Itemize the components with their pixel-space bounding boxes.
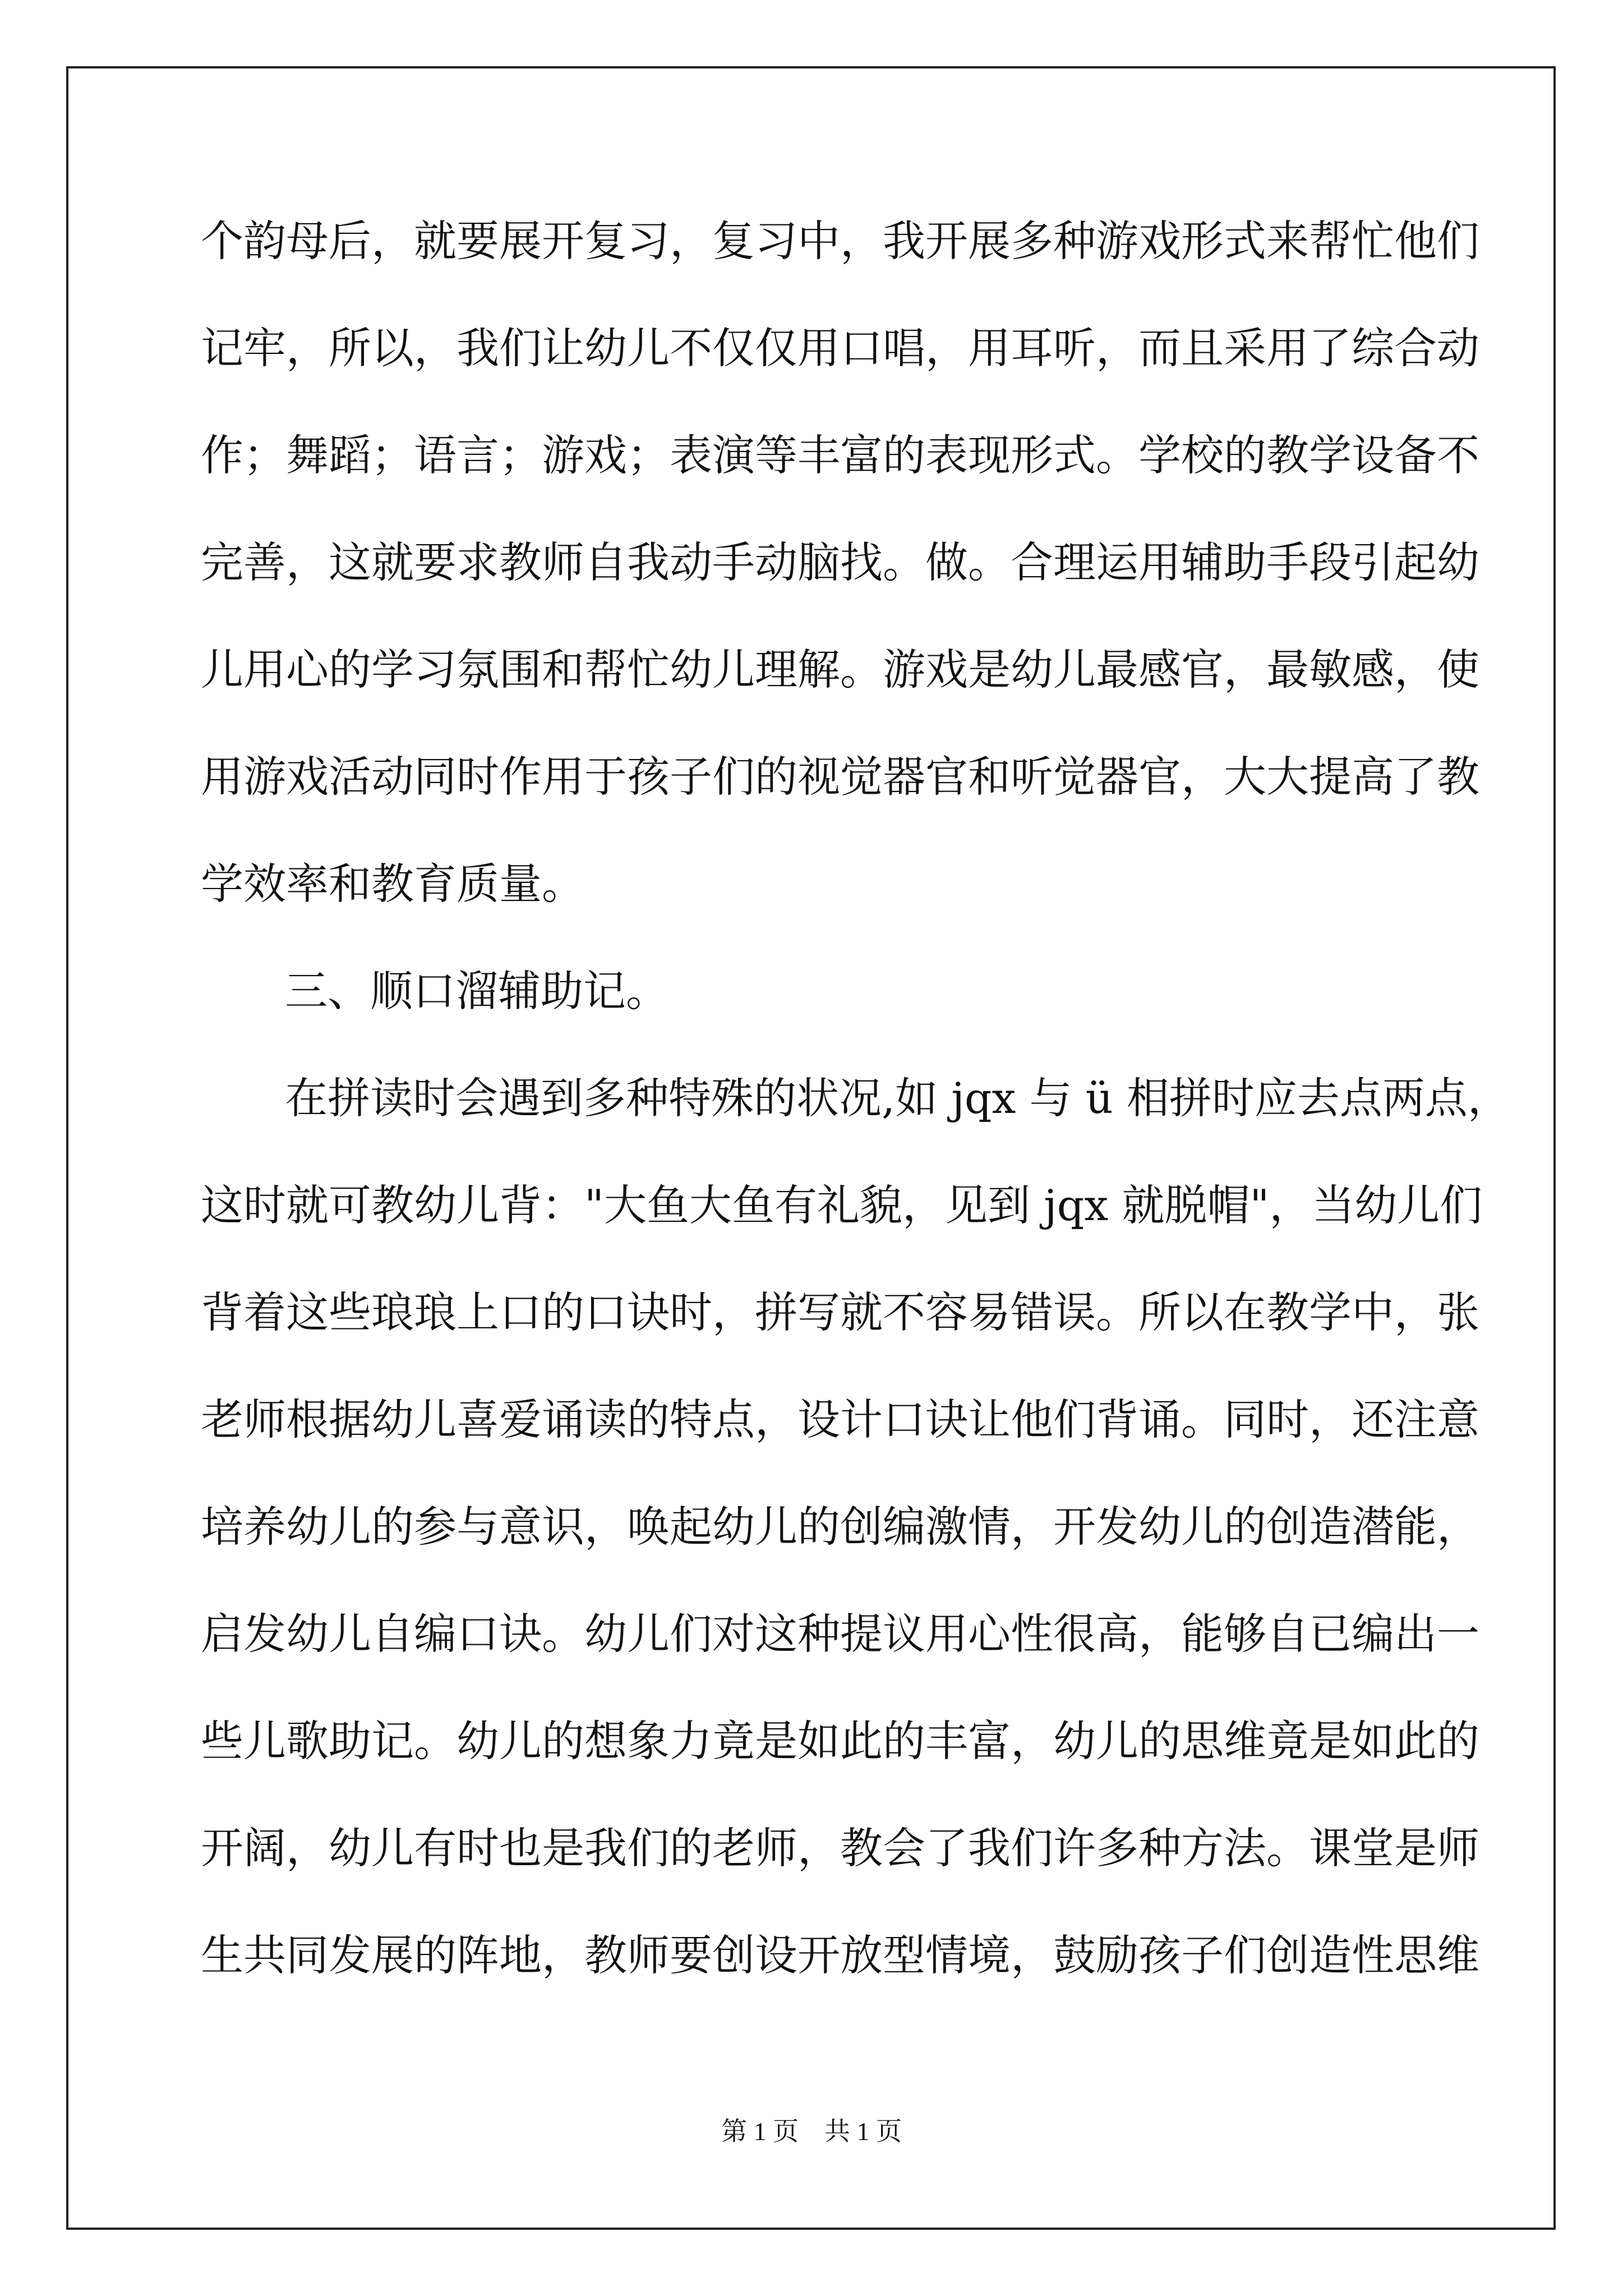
text-line: 这时就可教幼儿背："大鱼大鱼有礼貌，见到 jqx 就脱帽"，当幼儿们 xyxy=(201,1180,1483,1230)
text-line: 作；舞蹈；语言；游戏；表演等丰富的表现形式。学校的教学设备不 xyxy=(201,430,1479,480)
section-heading: 三、顺口溜辅助记。 xyxy=(285,966,668,1016)
text-line: 用游戏活动同时作用于孩子们的视觉器官和听觉器官，大大提高了教 xyxy=(201,752,1479,802)
text-line: 老师根据幼儿喜爱诵读的特点，设计口诀让他们背诵。同时，还注意 xyxy=(201,1395,1479,1444)
text-line: 开阔，幼儿有时也是我们的老师，教会了我们许多种方法。课堂是师 xyxy=(201,1823,1479,1873)
text-line: 生共同发展的阵地，教师要创设开放型情境，鼓励孩子们创造性思维 xyxy=(201,1930,1479,1980)
text-line: 培养幼儿的参与意识，唤起幼儿的创编激情，开发幼儿的创造潜能， xyxy=(201,1502,1479,1552)
page-border xyxy=(66,66,1556,2230)
text-line: 背着这些琅琅上口的口诀时，拼写就不容易错误。所以在教学中，张 xyxy=(201,1287,1479,1337)
text-line: 记牢，所以，我们让幼儿不仅仅用口唱，用耳听，而且采用了综合动 xyxy=(201,323,1479,373)
text-line: 启发幼儿自编口诀。幼儿们对这种提议用心性很高，能够自已编出一 xyxy=(201,1609,1479,1659)
text-line: 个韵母后，就要展开复习，复习中，我开展多种游戏形式来帮忙他们 xyxy=(201,216,1479,266)
text-line: 学效率和教育质量。 xyxy=(201,859,584,909)
page-number-footer: 第 1 页 共 1 页 xyxy=(721,2117,902,2146)
text-line: 儿用心的学习氛围和帮忙幼儿理解。游戏是幼儿最感官，最敏感，使 xyxy=(201,645,1479,694)
text-line: 完善，这就要求教师自我动手动脑找。做。合理运用辅助手段引起幼 xyxy=(201,537,1479,587)
text-line: 些儿歌助记。幼儿的想象力竟是如此的丰富，幼儿的思维竟是如此的 xyxy=(201,1716,1479,1766)
paragraph-first-line: 在拼读时会遇到多种特殊的状况,如 jqx 与 ü 相拼时应去点两点， xyxy=(285,1073,1510,1123)
